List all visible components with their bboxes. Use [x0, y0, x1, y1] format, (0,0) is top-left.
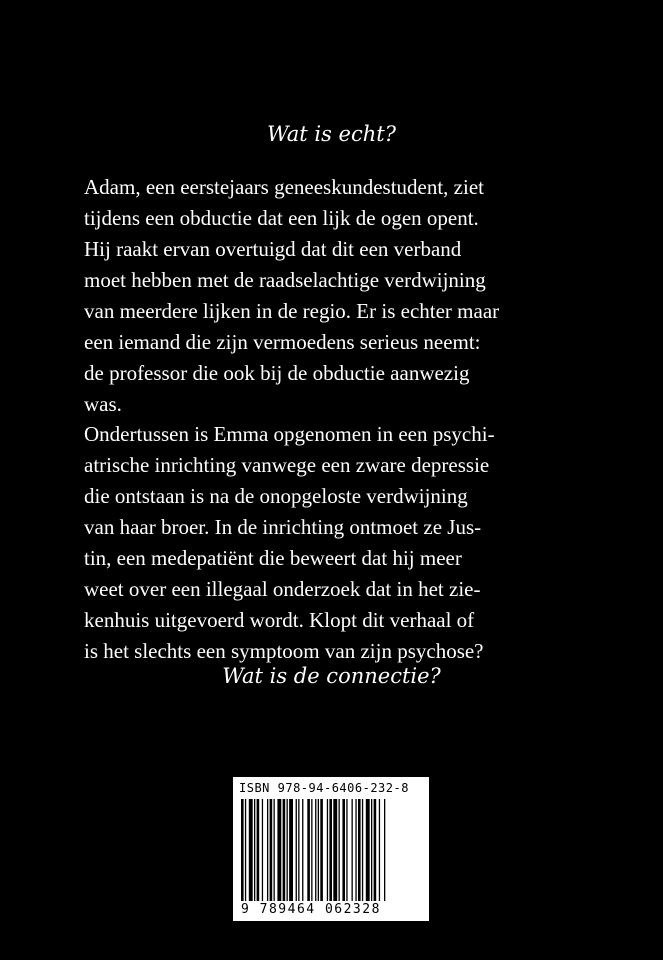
- barcode-bar: [315, 799, 316, 901]
- isbn-barcode: [231, 775, 431, 923]
- barcode-bar: [245, 799, 246, 901]
- blurb-line: tin, een medepatiënt die beweert dat hij meer: [84, 546, 462, 570]
- barcode-bar: [267, 799, 268, 901]
- blurb-line: Adam, een eerstejaars geneeskundestudent, ziet: [84, 175, 484, 199]
- barcode-bar: [311, 799, 312, 901]
- blurb-line: van haar broer. In de inrichting ontmoet ze Jus-: [84, 515, 482, 539]
- blurb-line: Ondertussen is Emma opgenomen in een psychi-: [84, 422, 495, 446]
- isbn-label: ISBN 978-94-6406-232-8: [239, 781, 409, 795]
- barcode-bar: [296, 799, 297, 901]
- blurb-line: moet hebben met de raadselachtige verdwijning: [84, 268, 486, 292]
- tagline-top: Wat is echt?: [267, 122, 396, 146]
- barcode-bar: [384, 799, 385, 901]
- barcode-digits: 9 789464 062328: [241, 902, 381, 917]
- barcode-bar: [270, 799, 273, 901]
- blurb-line: Hij raakt ervan overtuigd dat dit een verband: [84, 237, 462, 261]
- barcode-bar: [355, 799, 356, 901]
- blurb-line: die ontstaan is na de onopgeloste verdwijning: [84, 484, 468, 508]
- barcode-bar: [346, 799, 347, 901]
- barcode-bar: [329, 799, 332, 901]
- barcode-bar: [283, 799, 286, 901]
- blurb-line: atrische inrichting vanwege een zware depressie: [84, 453, 490, 477]
- barcode-bar: [374, 799, 377, 901]
- barcode-bar: [362, 799, 363, 901]
- barcode-bar: [342, 799, 345, 901]
- barcode-bar: [298, 799, 299, 901]
- barcode-bar: [358, 799, 361, 901]
- barcode-bar: [274, 799, 275, 901]
- barcode-bar: [318, 799, 319, 901]
- barcode-bar: [352, 799, 353, 901]
- barcode-bar: [327, 799, 328, 901]
- blurb-line: kenhuis uitgevoerd wordt. Klopt dit verhaal of: [84, 608, 475, 632]
- blurb-line: tijdens een obductie dat een lijk de ogen opent.: [84, 206, 479, 230]
- blurb-line: is het slechts een symptoom van zijn psychose?: [84, 639, 484, 663]
- barcode-bar: [254, 799, 255, 901]
- blurb-paragraph-2: [84, 419, 604, 667]
- barcode-bar: [371, 799, 372, 901]
- barcode-bar: [320, 799, 323, 901]
- blurb-line: van meerdere lijken in de regio. Er is echter maar: [84, 299, 500, 323]
- blurb-line: weet over een illegaal onderzoek dat in het zie-: [84, 577, 481, 601]
- blurb-line: de professor die ook bij de obductie aanwezig: [84, 361, 470, 385]
- barcode-bar: [366, 799, 370, 901]
- barcode-bar: [277, 799, 281, 901]
- barcode-bar: [249, 799, 253, 901]
- barcode-bar: [257, 799, 260, 901]
- barcode-bar: [289, 799, 293, 901]
- barcode-bars: [241, 799, 425, 901]
- barcode-bar: [262, 799, 263, 901]
- barcode-bar: [241, 799, 244, 901]
- blurb-line: een iemand die zijn vermoedens serieus neemt:: [84, 330, 481, 354]
- barcode-bar: [333, 799, 337, 901]
- barcode-bar: [287, 799, 288, 901]
- tagline-bottom: Wat is de connectie?: [222, 664, 441, 688]
- barcode-bar: [307, 799, 310, 901]
- barcode-bar: [302, 799, 303, 901]
- barcode-bar: [379, 799, 380, 901]
- barcode-bar: [339, 799, 340, 901]
- blurb-paragraph-1: [84, 172, 604, 420]
- blurb-line: was.: [84, 392, 122, 416]
